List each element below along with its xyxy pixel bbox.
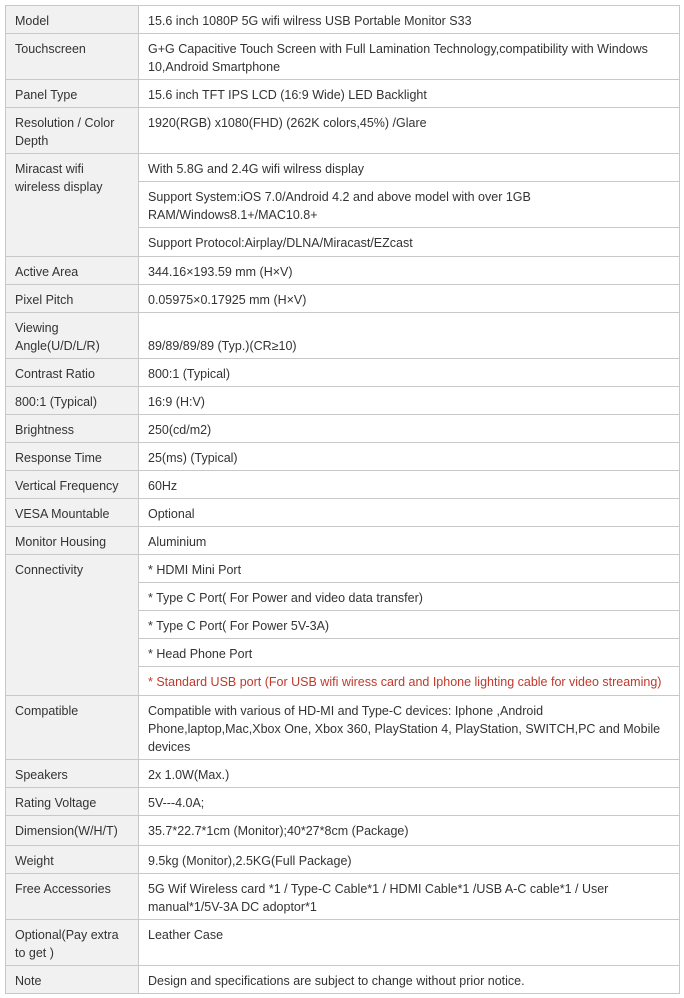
value-viewing-angle: 89/89/89/89 (Typ.)(CR≥10) xyxy=(139,313,680,359)
value-weight: 9.5kg (Monitor),2.5KG(Full Package) xyxy=(139,846,680,874)
value-speakers: 2x 1.0W(Max.) xyxy=(139,760,680,788)
row-miracast xyxy=(6,154,680,257)
connectivity-item: * Type C Port( For Power and video data transfer) xyxy=(139,583,679,611)
label-vesa: VESA Mountable xyxy=(6,499,139,527)
value-contrast-ratio: 800:1 (Typical) xyxy=(139,359,680,387)
label-active-area: Active Area xyxy=(6,257,139,285)
label-brightness: Brightness xyxy=(6,415,139,443)
value-active-area: 344.16×193.59 mm (H×V) xyxy=(139,257,680,285)
row-touchscreen xyxy=(6,34,680,80)
value-panel-type: 15.6 inch TFT IPS LCD (16:9 Wide) LED Backlight xyxy=(139,80,680,108)
miracast-item: Support System:iOS 7.0/Android 4.2 and above model with over 1GB RAM/Windows8.1+/MAC10.8+ xyxy=(139,182,679,228)
label-model: Model xyxy=(6,6,139,34)
row-optional xyxy=(6,920,680,966)
label-pixel-pitch: Pixel Pitch xyxy=(6,285,139,313)
value-housing: Aluminium xyxy=(139,527,680,555)
value-dimension: 35.7*22.7*1cm (Monitor);40*27*8cm (Package) xyxy=(139,816,680,846)
row-brightness xyxy=(6,415,680,443)
label-contrast-ratio: Contrast Ratio xyxy=(6,359,139,387)
connectivity-item: * Type C Port( For Power 5V-3A) xyxy=(139,611,679,639)
value-miracast-group xyxy=(139,154,680,257)
value-model: 15.6 inch 1080P 5G wifi wilress USB Portable Monitor S33 xyxy=(139,6,680,34)
connectivity-item-highlight: * Standard USB port (For USB wifi wiress card and Iphone lighting cable for video streaming) xyxy=(148,675,662,689)
row-compatible xyxy=(6,696,680,760)
label-speakers: Speakers xyxy=(6,760,139,788)
label-free-accessories: Free Accessories xyxy=(6,874,139,920)
row-free-accessories xyxy=(6,874,680,920)
value-aspect-ratio: 16:9 (H:V) xyxy=(139,387,680,415)
row-vertical-frequency xyxy=(6,471,680,499)
row-rating-voltage xyxy=(6,788,680,816)
spec-table xyxy=(5,5,680,994)
value-optional: Leather Case xyxy=(139,920,680,966)
value-pixel-pitch: 0.05975×0.17925 mm (H×V) xyxy=(139,285,680,313)
row-weight xyxy=(6,846,680,874)
value-free-accessories: 5G Wif Wireless card *1 / Type-C Cable*1 / HDMI Cable*1 /USB A-C cable*1 / User manual*1/5V-3A DC adoptor*1 xyxy=(139,874,680,920)
value-note: Design and specifications are subject to change without prior notice. xyxy=(139,966,680,994)
label-compatible: Compatible xyxy=(6,696,139,760)
label-housing: Monitor Housing xyxy=(6,527,139,555)
row-connectivity xyxy=(6,555,680,696)
connectivity-item: * Head Phone Port xyxy=(139,639,679,667)
value-touchscreen: G+G Capacitive Touch Screen with Full Lamination Technology,compatibility with Windows 10,Android Smartphone xyxy=(139,34,680,80)
value-rating-voltage: 5V---4.0A; xyxy=(139,788,680,816)
label-resolution: Resolution / Color Depth xyxy=(6,108,139,154)
row-active-area xyxy=(6,257,680,285)
value-connectivity-group xyxy=(139,555,680,696)
row-model xyxy=(6,6,680,34)
label-response-time: Response Time xyxy=(6,443,139,471)
label-dimension: Dimension(W/H/T) xyxy=(6,816,139,846)
label-note: Note xyxy=(6,966,139,994)
row-housing xyxy=(6,527,680,555)
label-connectivity: Connectivity xyxy=(6,555,139,696)
label-aspect-ratio: 800:1 (Typical) xyxy=(6,387,139,415)
label-panel-type: Panel Type xyxy=(6,80,139,108)
row-dimension xyxy=(6,816,680,846)
row-viewing-angle xyxy=(6,313,680,359)
value-vertical-frequency: 60Hz xyxy=(139,471,680,499)
value-resolution: 1920(RGB) x1080(FHD) (262K colors,45%) /Glare xyxy=(139,108,680,154)
row-aspect-ratio xyxy=(6,387,680,415)
row-note xyxy=(6,966,680,994)
label-optional: Optional(Pay extra to get ) xyxy=(6,920,139,966)
row-vesa xyxy=(6,499,680,527)
label-miracast: Miracast wifi wireless display xyxy=(6,154,139,257)
row-pixel-pitch xyxy=(6,285,680,313)
value-compatible: Compatible with various of HD-MI and Type-C devices: Iphone ,Android Phone,laptop,Mac,Xbox One, Xbox 360, PlayStation 4, PlayStation, SWITCH,PC and Mobile devices xyxy=(139,696,680,760)
miracast-item: With 5.8G and 2.4G wifi wilress display xyxy=(139,154,679,182)
row-response-time xyxy=(6,443,680,471)
label-vertical-frequency: Vertical Frequency xyxy=(6,471,139,499)
connectivity-item: * HDMI Mini Port xyxy=(139,555,679,583)
miracast-item: Support Protocol:Airplay/DLNA/Miracast/EZcast xyxy=(148,236,413,250)
value-vesa: Optional xyxy=(139,499,680,527)
label-viewing-angle: Viewing Angle(U/D/L/R) xyxy=(6,313,139,359)
label-rating-voltage: Rating Voltage xyxy=(6,788,139,816)
row-panel-type xyxy=(6,80,680,108)
row-speakers xyxy=(6,760,680,788)
row-resolution xyxy=(6,108,680,154)
value-brightness: 250(cd/m2) xyxy=(139,415,680,443)
label-touchscreen: Touchscreen xyxy=(6,34,139,80)
row-contrast-ratio xyxy=(6,359,680,387)
value-response-time: 25(ms) (Typical) xyxy=(139,443,680,471)
label-weight: Weight xyxy=(6,846,139,874)
